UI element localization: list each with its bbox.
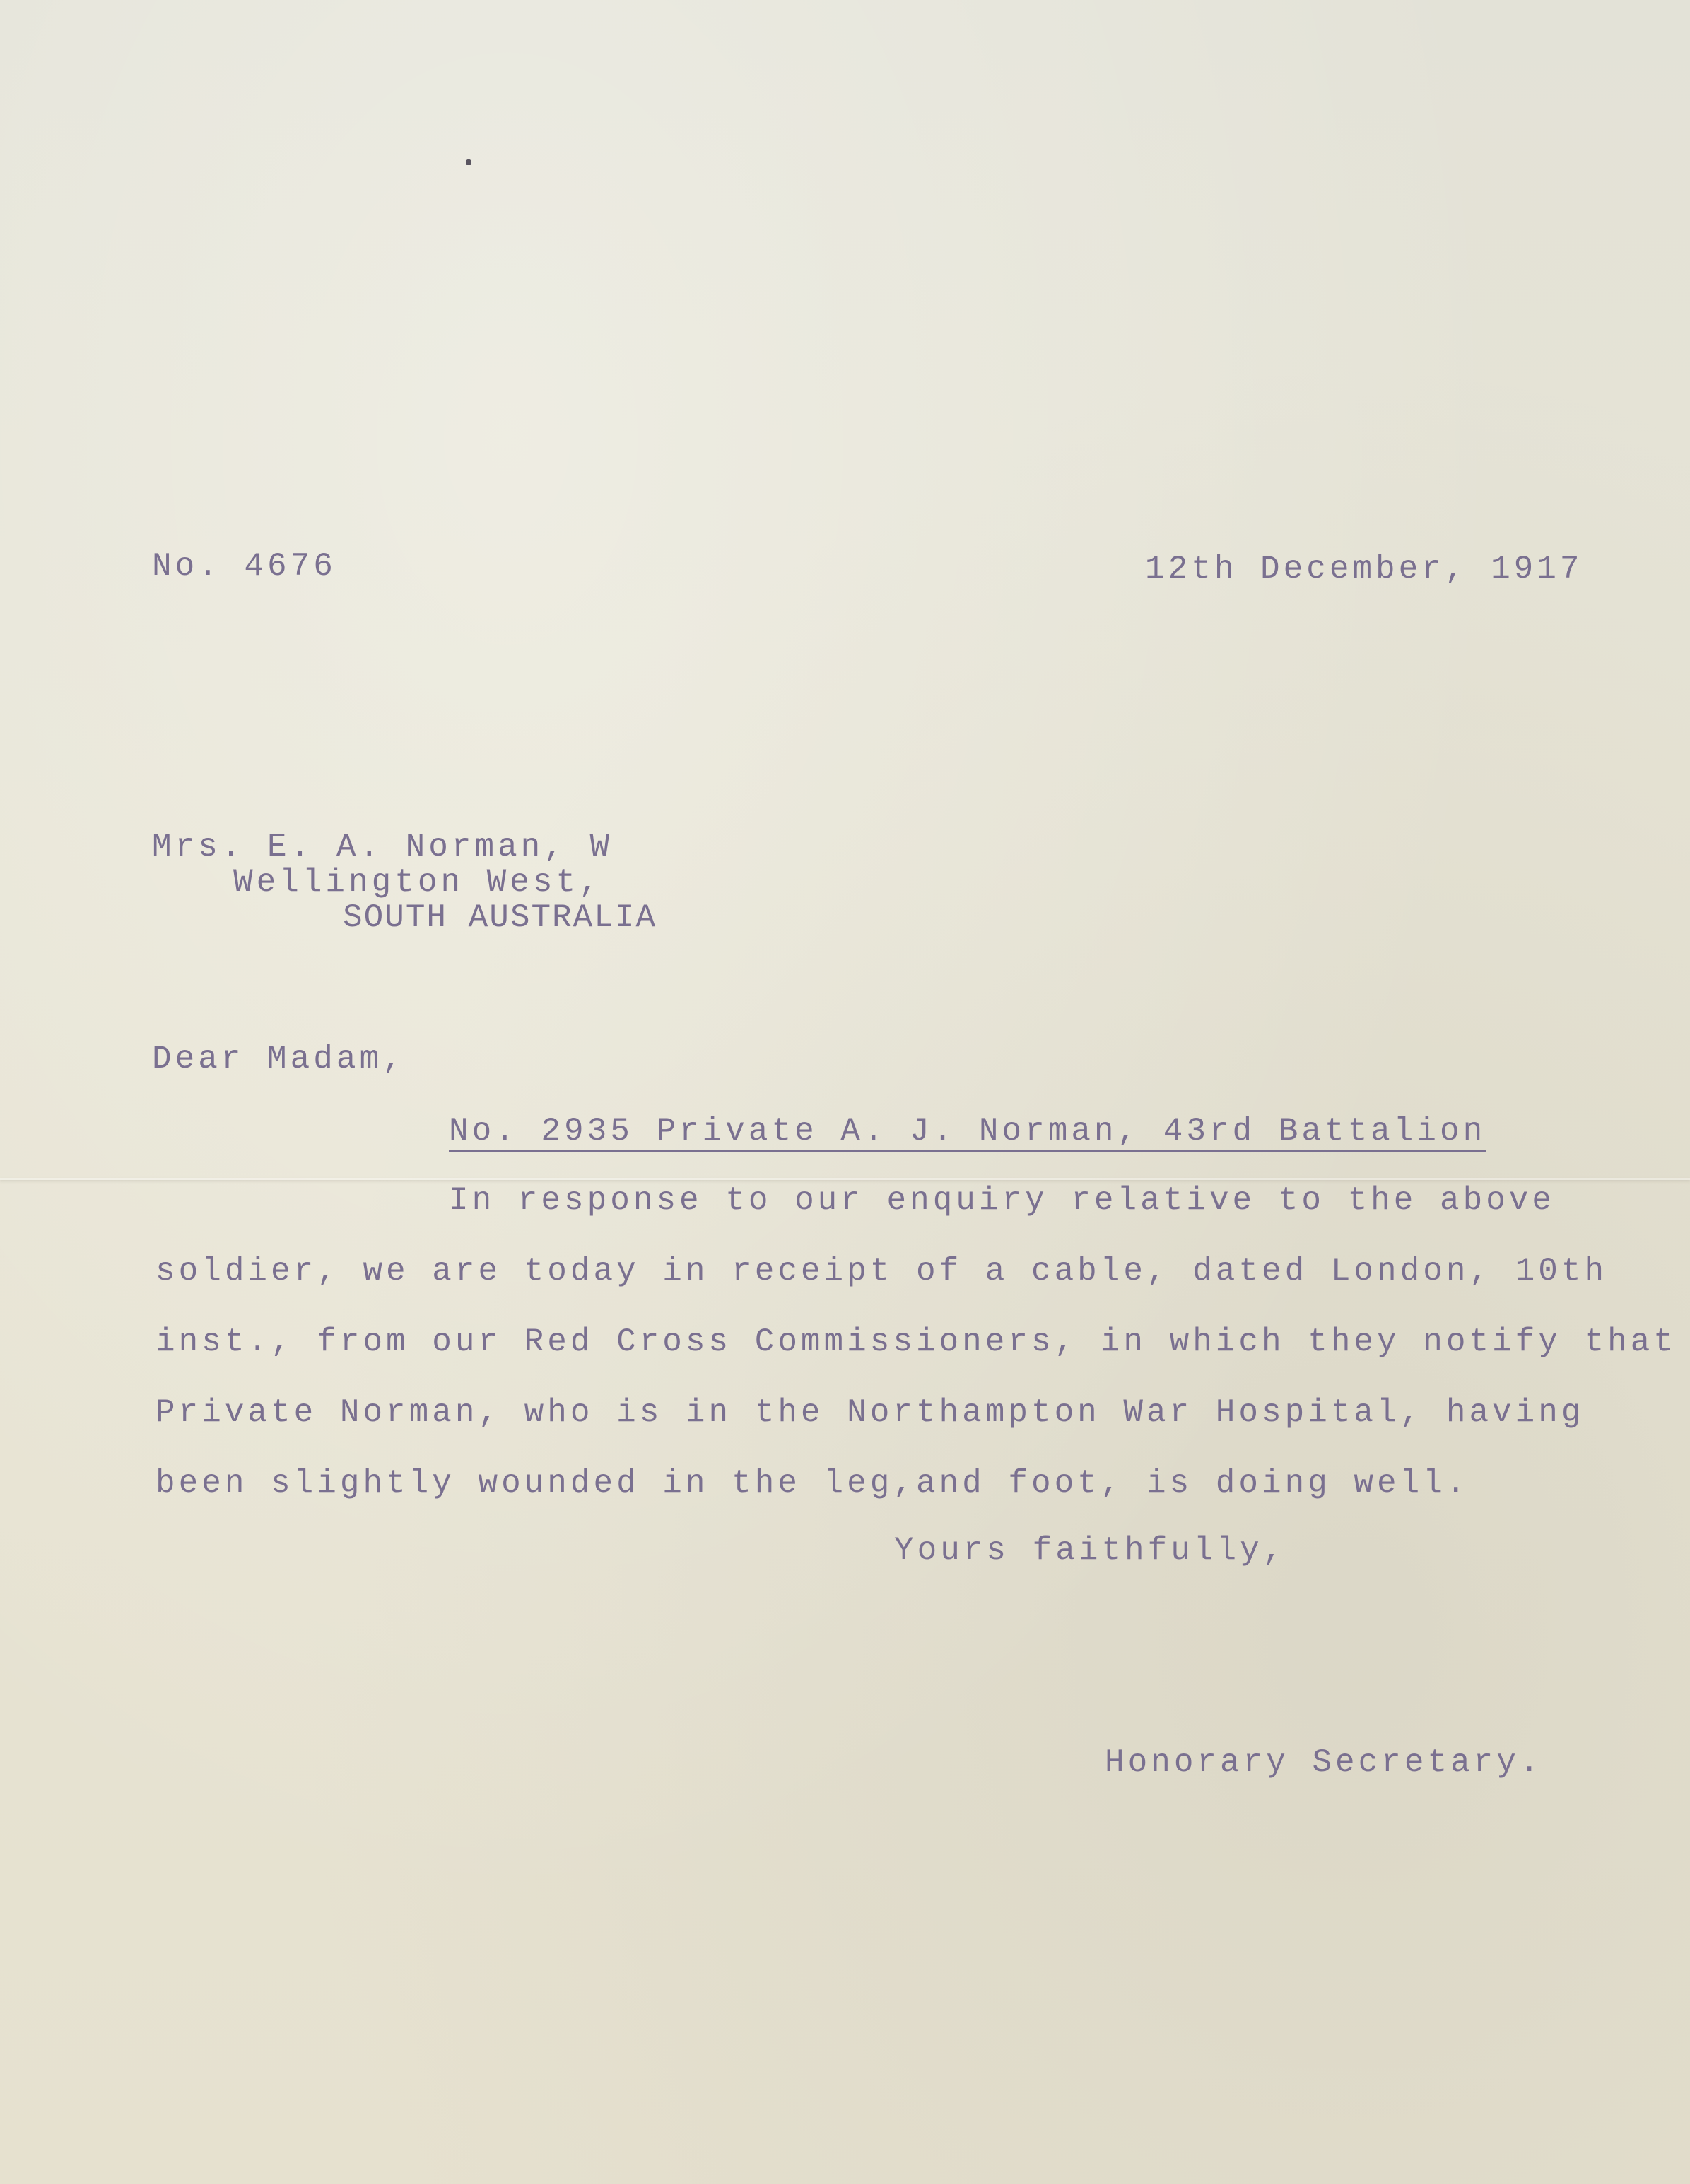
subject-line: No. 2935 Private A. J. Norman, 43rd Battalion xyxy=(449,1113,1486,1150)
ink-speck xyxy=(466,159,471,165)
recipient-state: SOUTH AUSTRALIA xyxy=(343,899,657,936)
body-line: soldier, we are today in receipt of a cable, dated London, 10th xyxy=(155,1253,1608,1290)
signatory-title: Honorary Secretary. xyxy=(1105,1744,1543,1781)
letter-date: 12th December, 1917 xyxy=(1145,551,1583,588)
body-line: inst., from our Red Cross Commissioners, in which they notify that xyxy=(155,1324,1677,1360)
reference-number: No. 4676 xyxy=(152,548,336,585)
recipient-name: Mrs. E. A. Norman, W xyxy=(152,829,614,865)
salutation: Dear Madam, xyxy=(152,1041,406,1078)
recipient-town: Wellington West, xyxy=(233,864,602,901)
body-line: been slightly wounded in the leg,and foot, is doing well. xyxy=(155,1465,1469,1502)
paper-fold-line xyxy=(0,1178,1690,1180)
body-line: In response to our enquiry relative to the above xyxy=(449,1182,1556,1219)
body-line: Private Norman, who is in the Northampton War Hospital, having xyxy=(155,1394,1585,1431)
closing: Yours faithfully, xyxy=(894,1532,1286,1569)
